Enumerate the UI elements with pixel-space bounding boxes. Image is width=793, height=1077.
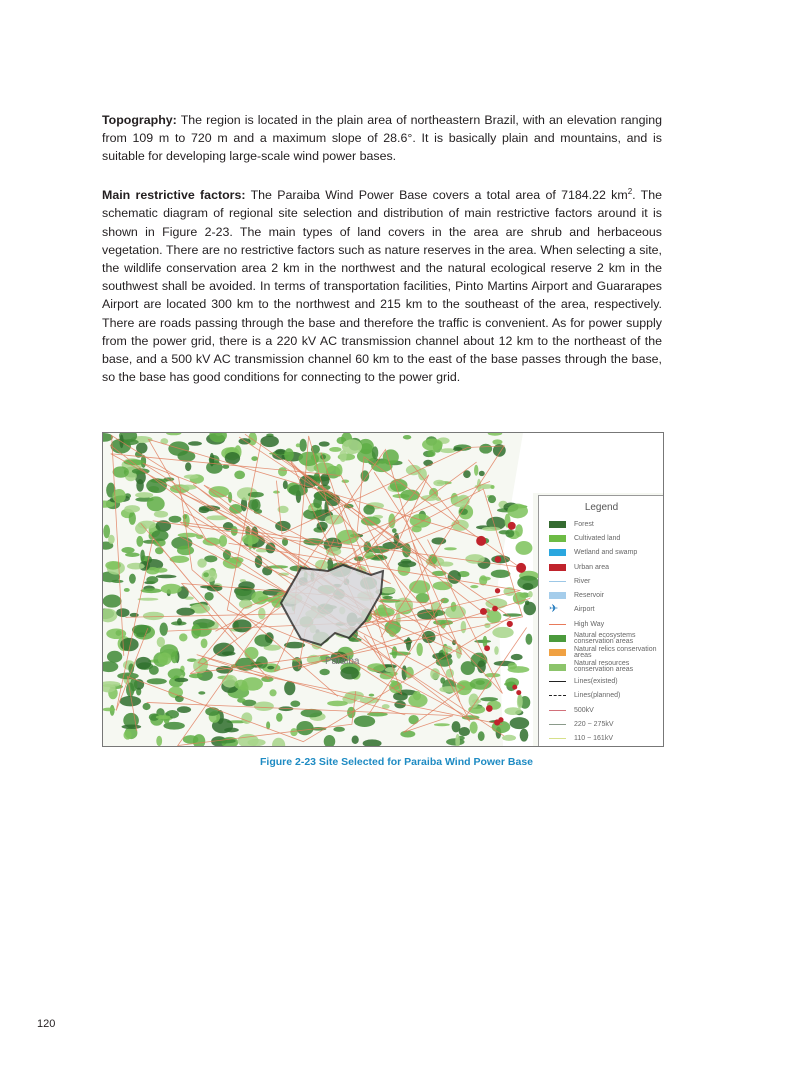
vegetation-patch bbox=[124, 505, 140, 513]
vegetation-patch bbox=[269, 689, 276, 696]
vegetation-patch bbox=[121, 547, 134, 553]
vegetation-patch bbox=[204, 592, 213, 601]
vegetation-patch bbox=[478, 731, 485, 741]
vegetation-patch bbox=[423, 460, 433, 466]
vegetation-patch bbox=[479, 471, 485, 476]
vegetation-patch bbox=[106, 628, 126, 639]
vegetation-patch bbox=[176, 608, 194, 616]
legend-item bbox=[539, 660, 664, 674]
legend-line-symbol bbox=[549, 581, 566, 582]
vegetation-patch bbox=[103, 525, 110, 539]
vegetation-patch bbox=[143, 703, 151, 710]
legend-label: Airport bbox=[574, 606, 595, 614]
legend-label: Lines(planned) bbox=[574, 692, 621, 700]
vegetation-patch bbox=[156, 736, 162, 746]
urban-area bbox=[484, 645, 490, 651]
vegetation-patch bbox=[408, 715, 418, 724]
legend-label: Wetland and swamp bbox=[574, 549, 638, 557]
vegetation-patch bbox=[254, 701, 274, 711]
legend-title: Legend bbox=[584, 502, 619, 513]
vegetation-patch bbox=[390, 479, 408, 492]
legend-swatch bbox=[549, 535, 566, 542]
legend-swatch bbox=[549, 549, 566, 556]
vegetation-patch bbox=[333, 727, 345, 732]
vegetation-patch bbox=[528, 591, 533, 598]
paragraph-text: The region is located in the plain area of northeastern Brazil, with an elevation ranging from 109 m to 720 m and a maximum slope of 28.6°. It is basically plain and mountains, and is suitable for developing large-scale wind power bases. bbox=[102, 113, 662, 164]
vegetation-patch bbox=[157, 637, 165, 647]
legend-line-symbol bbox=[549, 710, 566, 711]
legend-item bbox=[539, 631, 664, 645]
vegetation-patch bbox=[147, 678, 167, 684]
legend-swatch bbox=[549, 564, 566, 571]
legend-item bbox=[539, 531, 664, 545]
vegetation-patch bbox=[189, 674, 203, 679]
vegetation-patch bbox=[296, 721, 313, 735]
legend-label: Urban area bbox=[574, 563, 610, 571]
vegetation-patch bbox=[340, 667, 359, 680]
urban-area bbox=[486, 705, 493, 712]
vegetation-patch bbox=[174, 678, 188, 682]
vegetation-patch bbox=[124, 588, 130, 592]
vegetation-patch bbox=[427, 450, 435, 457]
legend-label: Natural resources conservation areas bbox=[574, 660, 634, 674]
vegetation-patch bbox=[140, 550, 145, 562]
vegetation-patch bbox=[354, 716, 375, 727]
vegetation-patch bbox=[329, 447, 341, 452]
vegetation-patch bbox=[240, 684, 249, 692]
vegetation-patch bbox=[517, 694, 523, 708]
vegetation-patch bbox=[183, 735, 199, 744]
vegetation-patch bbox=[158, 652, 172, 665]
vegetation-patch bbox=[198, 691, 205, 694]
superscript: 2 bbox=[627, 187, 633, 196]
vegetation-patch bbox=[103, 595, 122, 608]
legend-swatch bbox=[549, 521, 566, 528]
vegetation-patch bbox=[299, 452, 319, 466]
vegetation-patch bbox=[461, 621, 467, 633]
vegetation-patch bbox=[507, 504, 528, 519]
vegetation-patch bbox=[179, 485, 197, 490]
vegetation-patch bbox=[433, 581, 453, 590]
vegetation-patch bbox=[284, 448, 294, 461]
legend-label: Natural ecosystems conservation areas bbox=[574, 631, 636, 645]
vegetation-patch bbox=[369, 694, 374, 697]
vegetation-patch bbox=[400, 730, 415, 737]
vegetation-patch bbox=[129, 512, 136, 525]
legend-line-symbol bbox=[549, 695, 566, 696]
legend-line-symbol bbox=[549, 681, 566, 682]
legend-item bbox=[539, 731, 664, 745]
legend-item bbox=[539, 603, 664, 617]
vegetation-patch bbox=[296, 443, 300, 447]
vegetation-patch bbox=[431, 537, 446, 544]
legend-label: Lines(existed) bbox=[574, 677, 618, 685]
urban-area bbox=[492, 606, 498, 612]
legend-item bbox=[539, 560, 664, 574]
vegetation-patch bbox=[480, 697, 498, 701]
paragraph-text: The Paraiba Wind Power Base covers a total area of 7184.22 km bbox=[245, 188, 628, 203]
vegetation-patch bbox=[197, 558, 206, 567]
vegetation-patch bbox=[244, 647, 258, 660]
legend-line-symbol bbox=[549, 624, 566, 625]
vegetation-patch bbox=[421, 495, 438, 501]
vegetation-patch bbox=[422, 438, 443, 450]
vegetation-patch bbox=[116, 608, 129, 617]
urban-area bbox=[508, 522, 516, 530]
vegetation-patch bbox=[510, 717, 529, 729]
vegetation-patch bbox=[526, 634, 533, 645]
vegetation-patch bbox=[154, 511, 168, 518]
vegetation-patch bbox=[416, 643, 422, 656]
vegetation-patch bbox=[203, 572, 209, 577]
vegetation-patch bbox=[515, 541, 532, 555]
vegetation-patch bbox=[335, 464, 342, 477]
legend-label: Cultivated land bbox=[574, 534, 621, 542]
legend-item bbox=[539, 574, 664, 588]
vegetation-patch bbox=[319, 441, 330, 446]
vegetation-patch bbox=[278, 467, 287, 476]
legend-label: 220 ~ 275kV bbox=[574, 720, 614, 728]
paragraph-restrictive-factors bbox=[102, 183, 662, 386]
legend-item bbox=[539, 703, 664, 717]
site-map-figure bbox=[102, 432, 664, 747]
vegetation-patch bbox=[161, 584, 182, 594]
vegetation-patch bbox=[444, 547, 457, 550]
vegetation-patch bbox=[383, 596, 393, 599]
paragraph-text: . The schematic diagram of regional site selection and distribution of main restrictive factors around it is shown in Figure 2-23. The main types of land covers in the area are shrub and herbaceous vegetation. There are no restrictive factors such as nature reserves in the area. When selecting a site, the wildlife conservation area 2 km in the northwest and the natural ecological reserve 2 km in the southwest shall be avoided. In terms of transportation facilities, Pinto Martins Airport and Guararapes Airport are located 300 km to the northwest and 215 km to the southeast of the area, respectively. There are roads passing through the base and therefore the traffic is convenient. As for power supply from the power grid, there is a 220 kV AC transmission channel about 12 km to the northeast of the base, and a 500 kV AC transmission channel 60 km to the east of the base passes through the base, so the base has good conditions for connecting to the power grid. bbox=[102, 188, 663, 385]
vegetation-patch bbox=[260, 436, 279, 447]
vegetation-patch bbox=[507, 666, 529, 673]
paragraph-topography bbox=[102, 111, 662, 166]
vegetation-patch bbox=[171, 651, 178, 663]
vegetation-patch bbox=[184, 475, 199, 479]
vegetation-patch bbox=[177, 618, 182, 625]
vegetation-patch bbox=[474, 465, 478, 476]
legend-swatch bbox=[549, 664, 566, 671]
vegetation-patch bbox=[416, 593, 429, 603]
map-place-label: Paraiba bbox=[325, 656, 360, 667]
vegetation-patch bbox=[160, 622, 168, 635]
vegetation-patch bbox=[154, 568, 168, 573]
vegetation-patch bbox=[452, 721, 461, 732]
vegetation-patch bbox=[290, 701, 300, 707]
page-number: 120 bbox=[37, 1018, 56, 1030]
vegetation-patch bbox=[459, 727, 470, 736]
vegetation-patch bbox=[480, 577, 491, 581]
figure-caption: Figure 2-23 Site Selected for Paraiba Wind Power Base bbox=[260, 756, 533, 768]
vegetation-patch bbox=[392, 646, 398, 658]
legend-line-symbol bbox=[549, 724, 566, 725]
urban-area bbox=[516, 563, 526, 573]
legend-label: Forest bbox=[574, 520, 594, 528]
vegetation-patch bbox=[122, 725, 142, 729]
vegetation-patch bbox=[107, 651, 122, 663]
vegetation-patch bbox=[381, 588, 396, 594]
vegetation-patch bbox=[515, 524, 523, 537]
vegetation-patch bbox=[177, 545, 194, 555]
vegetation-patch bbox=[470, 722, 478, 734]
vegetation-patch bbox=[488, 495, 496, 503]
legend-label: Reservoir bbox=[574, 592, 604, 600]
vegetation-patch bbox=[191, 624, 201, 639]
vegetation-patch bbox=[283, 480, 288, 489]
vegetation-patch bbox=[491, 485, 495, 489]
vegetation-patch bbox=[258, 608, 265, 620]
vegetation-patch bbox=[400, 489, 419, 500]
vegetation-patch bbox=[433, 480, 445, 486]
vegetation-patch bbox=[108, 535, 115, 544]
legend-item bbox=[539, 646, 664, 660]
vegetation-patch bbox=[408, 693, 427, 707]
vegetation-patch bbox=[352, 735, 359, 743]
legend-swatch bbox=[549, 592, 566, 599]
urban-area bbox=[480, 608, 487, 615]
vegetation-patch bbox=[520, 729, 529, 742]
vegetation-patch bbox=[147, 496, 165, 511]
vegetation-patch bbox=[494, 646, 498, 655]
vegetation-patch bbox=[113, 466, 129, 477]
legend-label: 110 ~ 161kV bbox=[574, 735, 613, 743]
lead-term: Topography: bbox=[102, 113, 177, 127]
vegetation-patch bbox=[342, 480, 350, 483]
legend-label: Natural relics conservation areas bbox=[574, 645, 657, 659]
vegetation-patch bbox=[129, 574, 136, 584]
vegetation-patch bbox=[205, 707, 219, 716]
urban-area bbox=[516, 690, 521, 695]
vegetation-patch bbox=[237, 698, 246, 703]
vegetation-patch bbox=[177, 706, 191, 713]
vegetation-patch bbox=[434, 723, 450, 726]
vegetation-patch bbox=[499, 530, 510, 534]
vegetation-patch bbox=[391, 680, 396, 683]
vegetation-patch bbox=[229, 504, 242, 514]
legend-item bbox=[539, 717, 664, 731]
legend-label: 500kV bbox=[574, 706, 594, 714]
vegetation-patch bbox=[320, 669, 330, 676]
vegetation-patch bbox=[201, 638, 208, 648]
vegetation-patch bbox=[492, 627, 513, 638]
vegetation-patch bbox=[156, 575, 177, 579]
vegetation-patch bbox=[125, 553, 140, 557]
vegetation-patch bbox=[111, 580, 123, 583]
legend-line-symbol bbox=[549, 738, 566, 739]
vegetation-patch bbox=[491, 570, 511, 578]
legend-item bbox=[539, 517, 664, 531]
vegetation-patch bbox=[185, 462, 191, 471]
vegetation-patch bbox=[123, 730, 131, 739]
urban-area bbox=[495, 588, 500, 593]
vegetation-patch bbox=[199, 507, 210, 513]
vegetation-patch bbox=[127, 563, 145, 570]
vegetation-patch bbox=[188, 441, 202, 445]
vegetation-patch bbox=[138, 521, 156, 529]
vegetation-patch bbox=[138, 598, 159, 601]
vegetation-patch bbox=[169, 516, 182, 523]
legend-swatch bbox=[549, 635, 566, 642]
vegetation-patch bbox=[276, 713, 282, 722]
urban-area bbox=[495, 556, 502, 563]
vegetation-patch bbox=[143, 612, 164, 620]
vegetation-patch bbox=[410, 514, 432, 528]
vegetation-patch bbox=[119, 696, 141, 706]
legend-item bbox=[539, 588, 664, 602]
lead-term: Main restrictive factors: bbox=[102, 188, 246, 203]
urban-area bbox=[507, 621, 513, 627]
vegetation-patch bbox=[327, 701, 348, 707]
vegetation-patch bbox=[479, 444, 492, 454]
vegetation-patch bbox=[299, 439, 306, 452]
vegetation-patch bbox=[372, 446, 378, 459]
vegetation-patch bbox=[210, 453, 215, 466]
legend-item bbox=[539, 546, 664, 560]
vegetation-patch bbox=[440, 677, 445, 683]
vegetation-patch bbox=[156, 715, 171, 719]
vegetation-patch bbox=[392, 528, 397, 533]
urban-area bbox=[512, 685, 517, 690]
legend-swatch bbox=[549, 649, 566, 656]
vegetation-patch bbox=[251, 456, 258, 461]
vegetation-patch bbox=[267, 666, 274, 670]
vegetation-patch bbox=[505, 678, 519, 688]
map-legend bbox=[538, 495, 664, 747]
vegetation-patch bbox=[209, 486, 230, 497]
vegetation-patch bbox=[492, 439, 502, 444]
vegetation-patch bbox=[273, 491, 280, 494]
vegetation-patch bbox=[146, 576, 158, 584]
airport-icon: ✈ bbox=[549, 603, 559, 616]
vegetation-patch bbox=[511, 654, 523, 660]
legend-item bbox=[539, 689, 664, 703]
vegetation-patch bbox=[141, 588, 162, 593]
vegetation-patch bbox=[403, 435, 411, 439]
vegetation-patch bbox=[482, 527, 500, 531]
vegetation-patch bbox=[470, 585, 478, 588]
legend-label: River bbox=[574, 577, 591, 585]
vegetation-patch bbox=[130, 613, 139, 617]
vegetation-patch bbox=[149, 666, 159, 675]
legend-item bbox=[539, 674, 664, 688]
urban-area bbox=[498, 717, 503, 722]
vegetation-patch bbox=[234, 470, 245, 479]
vegetation-patch bbox=[136, 479, 144, 492]
legend-label: High Way bbox=[574, 620, 605, 628]
legend-item bbox=[539, 617, 664, 631]
urban-area bbox=[476, 536, 486, 546]
vegetation-patch bbox=[523, 602, 536, 615]
vegetation-patch bbox=[398, 561, 417, 568]
vegetation-patch bbox=[136, 536, 143, 547]
vegetation-patch bbox=[342, 439, 362, 454]
vegetation-patch bbox=[522, 583, 533, 590]
vegetation-patch bbox=[231, 526, 238, 536]
vegetation-patch bbox=[179, 633, 187, 641]
vegetation-patch bbox=[135, 492, 153, 498]
vegetation-patch bbox=[136, 657, 152, 669]
